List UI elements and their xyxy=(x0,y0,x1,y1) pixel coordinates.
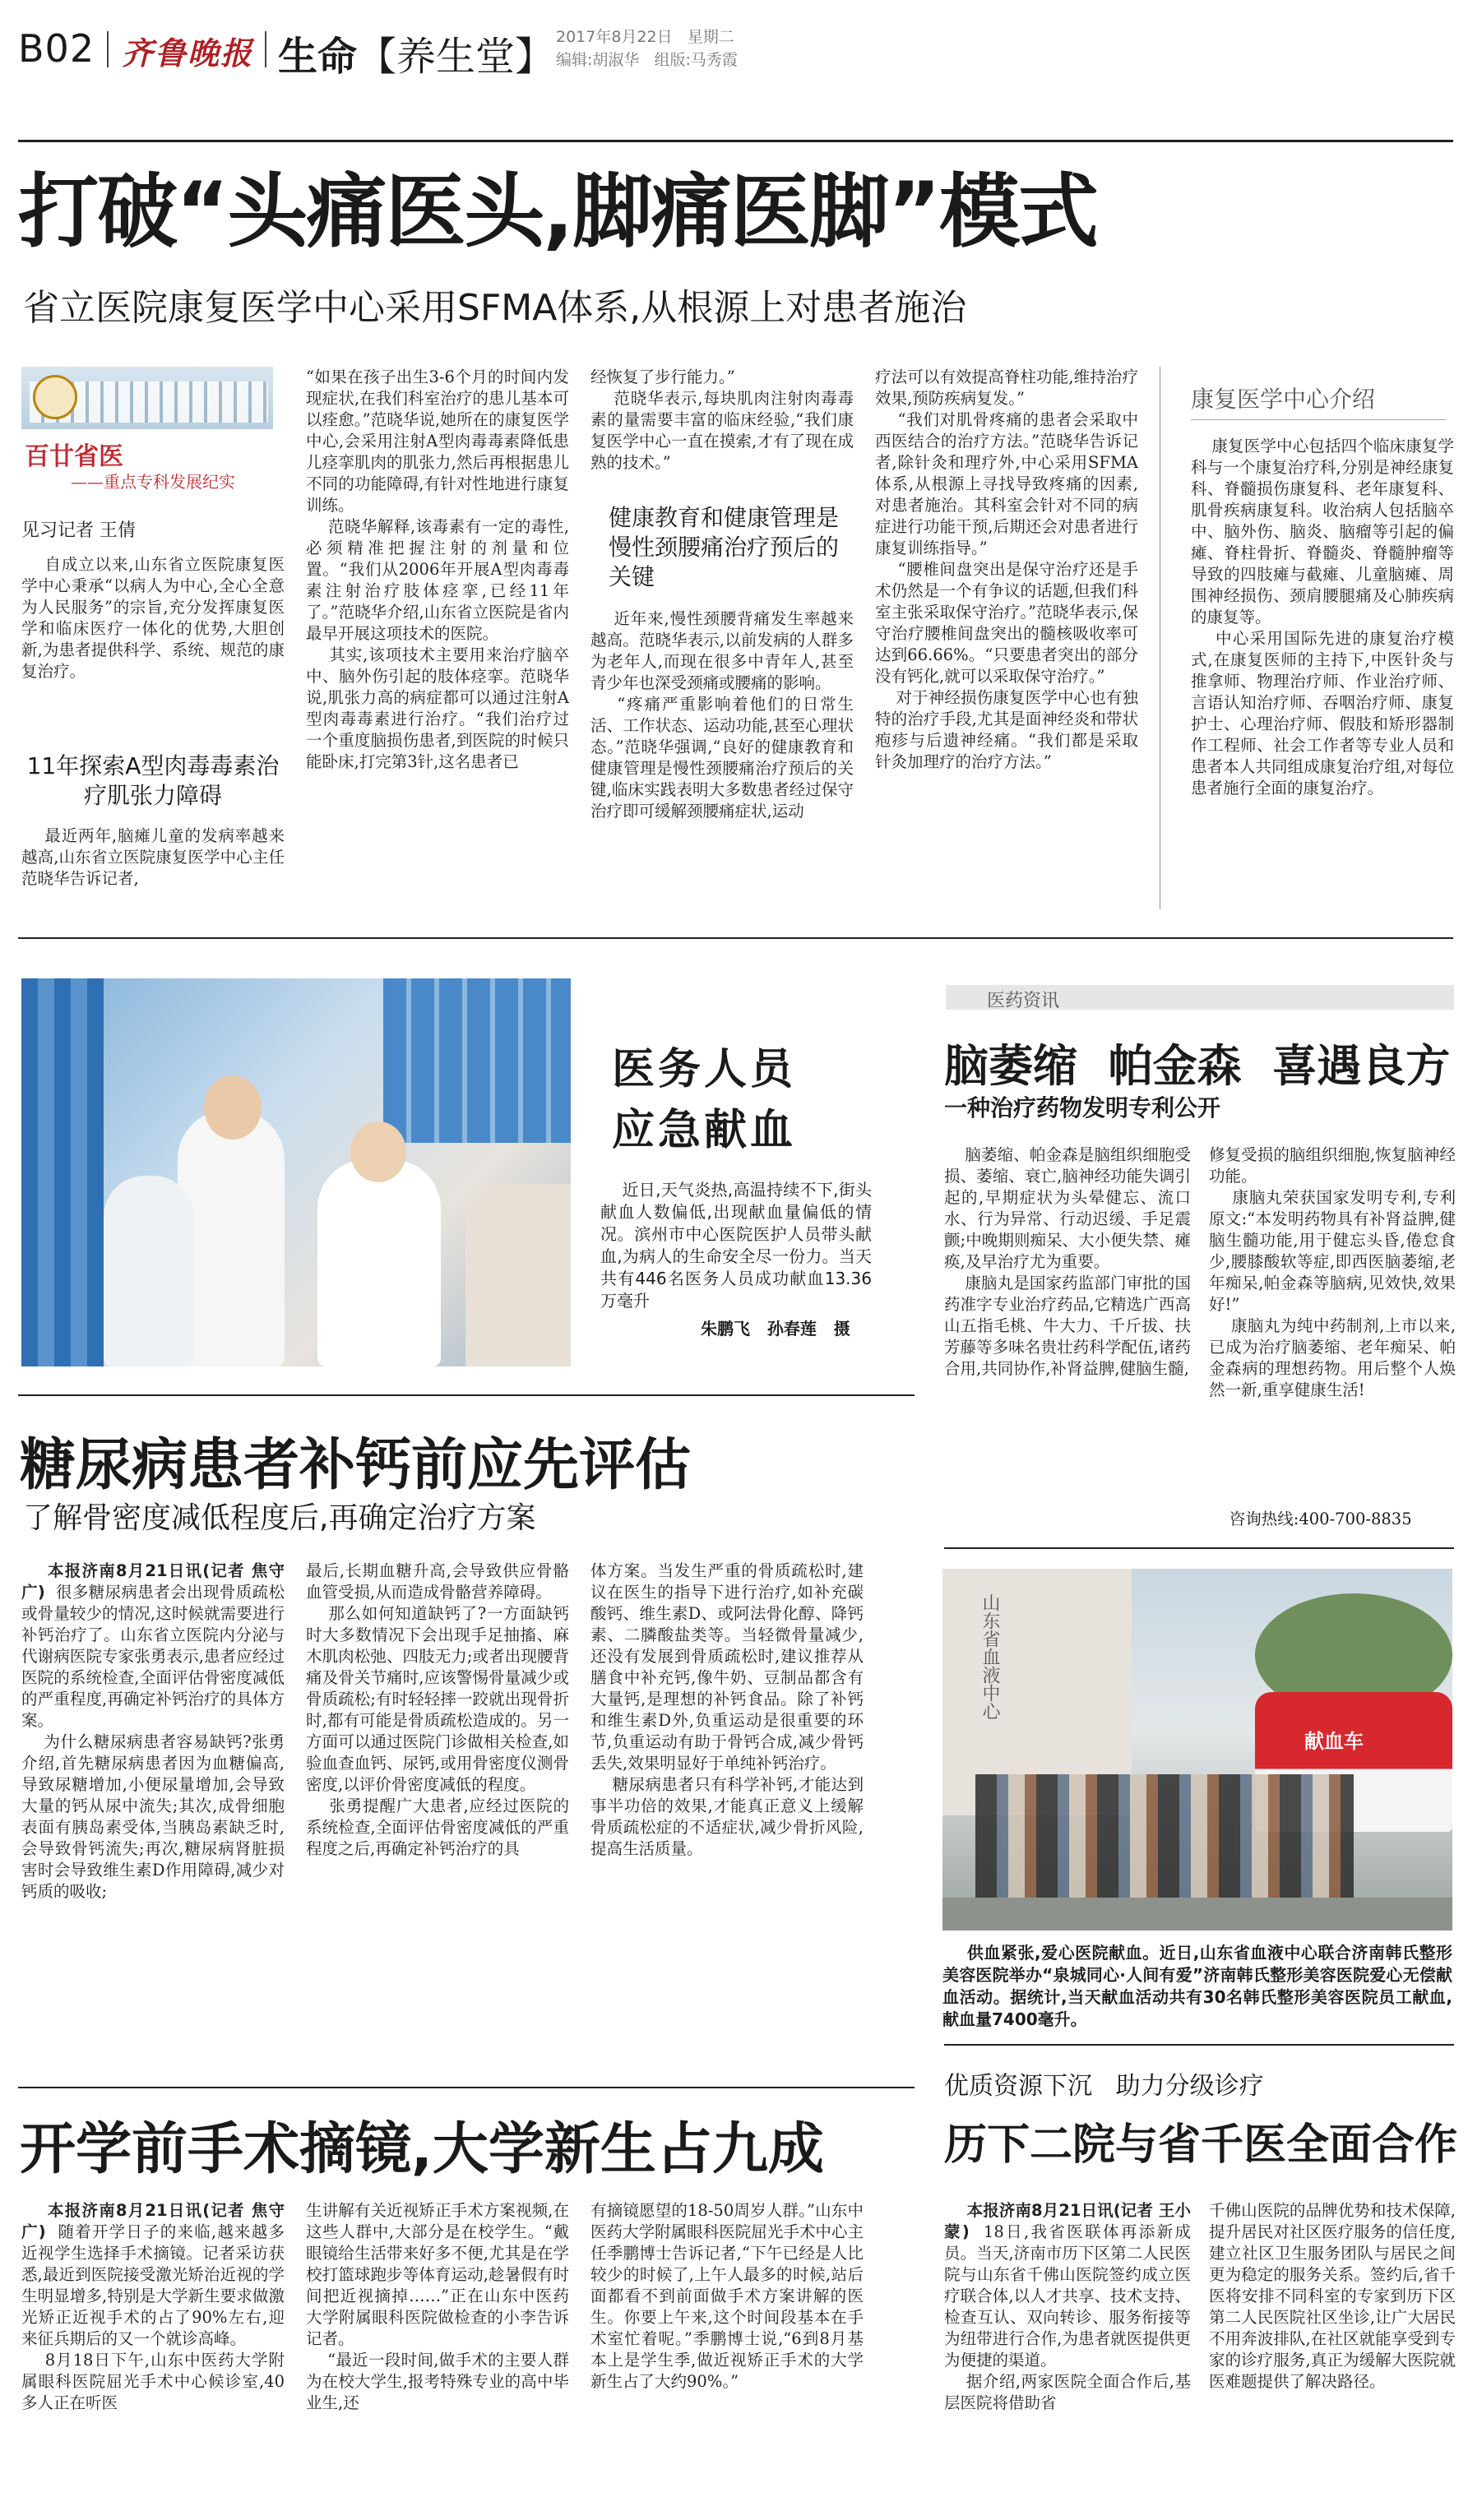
story4-headline: 糖尿病患者补钙前应先评估 xyxy=(20,1433,692,1498)
story2-caption: 近日,天气炎热,高温持续不下,街头献血人数偏低,出现献血量偏低的情况。滨州市中心医院医护人员带头献血,为病人的生命安全尽一份力。当天共有446名医务人员成功献血13.36万毫升 xyxy=(600,1180,872,1311)
nurse-figure-2 xyxy=(317,1159,441,1366)
story6-headline: 开学前手术摘镜,大学新生占九成 xyxy=(20,2117,824,2182)
badge-image xyxy=(21,367,273,429)
story1-subtitle-2: 健康教育和健康管理是慢性颈腰痛治疗预后的关键 xyxy=(609,504,840,590)
seal-emblem-icon xyxy=(33,375,77,419)
sidebar-title-rule xyxy=(1191,419,1446,420)
story1-col2: “如果在孩子出生3-6个月的时间内发现症状,在我们科室治疗的患儿基本可以痊愈。”范晓华说,她所在的康复医学中心,会采用注射A型肉毒毒素降低患儿痉挛肌肉的肌张力,然后再根据患儿不同的功能障碍,有针对性地进行康复训练。 范晓华解释,该毒素有一定的毒性,必须精准把握注射的剂量和位置。“我们从2006年开展A型肉毒毒素注射治疗肢体痉挛,已经11年了。”范晓华介绍,山东省立医院是省内最早开展这项技术的医院。 其实,该项技术主要用来治疗脑卒中、脑外伤引起的肢体痉挛。范晓华说,肌张力高的病症都可以通过注射A型肉毒毒素进行治疗。“我们治疗过一个重度脑损伤患者,到医院的时候只能卧床,打完第3针,这名患者已 xyxy=(306,368,569,771)
story4-col1-text: 很多糖尿病患者会出现骨质疏松或骨量较少的情况,这时候就需要进行补钙治疗了。山东省立医院内分泌与代谢病医院专家张勇表示,患者应经过医院的系统检查,全面评估骨密度减低的严重程度,再确定补钙治疗的具体方案。 为什么糖尿病患者容易缺钙?张勇介绍,首先糖尿病患者因为血糖偏高,导致尿糖增加,小便尿量增加,会导致大量的钙从尿中流失;其次,成骨细胞表面有胰岛素受体,当胰岛素缺乏时,会导致骨钙流失;再次,糖尿病肾脏损害时会导致维生素D作用障碍,减少对钙质的吸收; xyxy=(21,1583,285,1901)
story1-col3a: 经恢复了步行能力。” 范晓华表示,每块肌肉注射肉毒毒素的量需要丰富的临床经验,“我们康复医学中心一直在摸索,才有了现在成熟的技术。” xyxy=(590,368,854,472)
story2-headline-line2: 应急献血 xyxy=(612,1106,797,1155)
story2-credit: 朱鹏飞 孙春莲 摄 xyxy=(701,1319,850,1339)
story3-headline: 脑萎缩 帕金森 喜遇良方 xyxy=(944,1040,1451,1092)
ground-shape xyxy=(942,1898,1452,1930)
story4-subhead: 了解骨密度减低程度后,再确定治疗方案 xyxy=(23,1501,536,1535)
issue-weekday: 星期二 xyxy=(687,28,734,46)
story7-headline: 历下二院与省千医全面合作 xyxy=(944,2120,1458,2170)
nurse-head-2 xyxy=(350,1121,406,1182)
section-label: 生命 xyxy=(278,34,358,80)
story3-subhead: 一种治疗药物发明专利公开 xyxy=(944,1094,1221,1121)
donor-figure xyxy=(465,1184,571,1366)
story6-col2: 生讲解有关近视矫正手术方案视频,在这些人群中,大部分是在校学生。“戴眼镜给生活带来好多不便,尤其是在学校打篮球跑步等体育运动,趁暑假有时间把近视摘掉……”正在山东中医药大学附属眼科医院做检查的小李告诉记者。 “最近一段时间,做手术的主要人群为在校大学生,报考特殊专业的高中毕业生,还 xyxy=(306,2201,569,2412)
story6-col1 xyxy=(21,2200,285,2511)
issue-date: 2017年8月22日 xyxy=(556,28,673,46)
layout-editor: 组版:马秀霞 xyxy=(654,51,738,69)
badge-subtitle: ——重点专科发展纪实 xyxy=(71,472,235,492)
page-number: B02 xyxy=(18,26,95,71)
section-rule-3b xyxy=(944,2044,1454,2046)
nurse-figure-3 xyxy=(104,1176,194,1366)
section-rule-1 xyxy=(18,937,1453,939)
section-rule-3 xyxy=(18,2087,915,2088)
window-shape xyxy=(383,978,571,1143)
story7-col2: 千佛山医院的品牌优势和技术保障,提升居民对社区医疗服务的信任度,建立社区卫生服务团队与居民之间更为稳定的服务关系。签约后,省千医将安排不同科室的专家到历下区第二人民医院社区坐诊,让广大居民不用奔波排队,在社区就能享受到专家的诊疗服务,真正为缓解大医院就医难题提供了解决路径。 xyxy=(1209,2201,1456,2391)
section-name xyxy=(278,25,554,81)
story3-hotline: 咨询热线:400-700-8835 xyxy=(1209,1510,1412,1528)
blood-donation-photo xyxy=(21,978,571,1366)
story6-dateline: 本报济南8月21日讯(记者 焦守广) xyxy=(21,2201,285,2241)
story1-col4: 疗法可以有效提高脊柱功能,维持治疗效果,预防疾病复发。” “我们对肌骨疼痛的患者会采取中西医结合的治疗方法。”范晓华告诉记者,除针灸和理疗外,中心采用SFMA体系,从根源上寻找导致疼痛的因素,对患者施治。其科室会针对不同的病症进行功能干预,后期还会对患者进行康复训练指导。” “腰椎间盘突出是保守治疗还是手术仍然是一个有争议的话题,但我们科室主张采取保守治疗。”范晓华表示,保守治疗腰椎间盘突出的髓核吸收率可达到66.66%。“只要患者突出的部分没有钙化,就可以采取保守治疗。” 对于神经损伤康复医学中心也有独特的治疗手段,尤其是面神经炎和带状疱疹与后遗神经痛。“我们都是采取针灸加理疗的治疗方法。” xyxy=(875,368,1138,771)
story4-dateline: 本报济南8月21日讯(记者 焦守广) xyxy=(21,1561,285,1602)
blood-bus-photo xyxy=(942,1569,1452,1930)
story6-col1-text: 随着开学日子的来临,越来越多近视学生选择手术摘镜。记者采访获悉,最近到医院接受激光矫治近视的学生明显增多,特别是大学新生要求做激光矫正近视手术的占了90%左右,迎来征兵期后的又一个就诊高峰。 8月18日下午,山东中医药大学附属眼科医院屈光手术中心候诊室,40多人正在听医 xyxy=(21,2222,285,2412)
column-label: 【养生堂】 xyxy=(357,34,555,80)
story1-col1b: 最近两年,脑瘫儿童的发病率越来越高,山东省立医院康复医学中心主任范晓华告诉记者, xyxy=(21,826,285,888)
section-rule-2b xyxy=(944,1547,1454,1549)
story7-dateline: 本报济南8月21日讯(记者 王小蒙) xyxy=(944,2201,1191,2241)
story1-col3b: 近年来,慢性颈腰背痛发生率越来越高。范晓华表示,以前发病的人群多为老年人,而现在很多中青年人,甚至青少年也深受颈痛或腰痛的影响。 “疼痛严重影响着他们的日常生活、工作状态、运动功能,甚至心理状态。”范晓华强调,“良好的健康教育和健康管理是慢性颈腰痛治疗预后的关键,临床实践表明大多数患者经过保守治疗即可缓解颈腰痛症状,运动 xyxy=(590,609,854,821)
building-sign: 山东省血液中心 xyxy=(979,1593,1000,1720)
story4-col3: 体方案。当发生严重的骨质疏松时,建议在医生的指导下进行治疗,如补充碳酸钙、维生素D、或阿法骨化醇、降钙素、二膦酸盐类等。当轻微骨量减少,还没有发展到骨质疏松时,建议推荐从膳食中补充钙,像牛奶、豆制品都含有大量钙,是理想的补钙食品。除了补钙和维生素D外,负重运动是很重要的环节,负重运动有助于骨钙合成,减少骨钙丢失,效果明显好于单纯补钙治疗。 糖尿病患者只有科学补钙,才能达到事半功倍的效果,才能真正意义上缓解骨质疏松症的不适症状,减少骨折风险,提高生活质量。 xyxy=(590,1561,864,1858)
story1-headline: 打破“头痛医头,脚痛医脚”模式 xyxy=(18,165,1098,259)
section-rule-2 xyxy=(18,1394,915,1396)
story1-subhead: 省立医院康复医学中心采用SFMA体系,从根源上对患者施治 xyxy=(23,287,967,329)
story1-subtitle-1: 11年探索A型肉毒毒素治疗肌张力障碍 xyxy=(26,752,280,809)
story3-col1: 脑萎缩、帕金森是脑组织细胞受损、萎缩、衰亡,脑神经功能失调引起的,早期症状为头晕健忘、流口水、行为异常、行动迟缓、手足震颤;中晚期则痴呆、大小便失禁、瘫痪,及早治疗尤为重要。 康脑丸是国家药监部门审批的国药准字专业治疗药品,它精选广西高山五指毛桃、牛大力、千斤拔、扶芳藤等多味名贵壮药科学配伍,诸药合用,共同协作,补肾益脾,健脑生髓, xyxy=(944,1145,1191,1378)
story4-col1 xyxy=(21,1561,285,2083)
story1-col1: 自成立以来,山东省立医院康复医学中心秉承“以病人为中心,全心全意为人民服务”的宗旨,充分发挥康复医学和临床医疗一体化的优势,大胆创新,为患者提供科学、系统、规范的康复治疗。 xyxy=(21,555,285,681)
masthead-divider xyxy=(107,31,109,67)
sidebar-text: 康复医学中心包括四个临床康复学科与一个康复治疗科,分别是神经康复科、脊髓损伤康复科、老年康复科、肌骨疾病康复科。收治病人包括脑卒中、脑外伤、脑炎、脑瘤等引起的偏瘫、脊柱骨折、脊髓炎、脊髓肿瘤等导致的四肢瘫与截瘫、儿童脑瘫、周围神经损伤、颈肩腰腿痛及心肺疾病的康复等。 中心采用国际先进的康复治疗模式,在康复医师的主持下,中医针灸与推拿师、物理治疗师、作业治疗师、言语认知治疗师、吞咽治疗师、康复护士、心理治疗师、假肢和矫形器制作工程师、社会工作者等专业人员和患者本人共同组成康复治疗组,对每位患者施行全面的康复治疗。 xyxy=(1191,437,1454,798)
editor: 编辑:胡淑华 xyxy=(556,51,640,69)
story3-col2: 修复受损的脑组织细胞,恢复脑神经功能。 康脑丸荣获国家发明专利,专利原文:“本发明药物具有补肾益脾,健脑生髓功能,用于健忘头昏,倦怠食少,腰膝酸软等症,即西医脑萎缩,老年痴呆,帕金森等脑病,见效快,效果好!” 康脑丸为纯中药制剂,上市以来,已成为治疗脑萎缩、老年痴呆、帕金森病的理想药物。用后整个人焕然一新,重享健康生活! xyxy=(1209,1145,1456,1399)
byline: 见习记者 王倩 xyxy=(21,520,136,541)
story7-col1-text: 18日,我省医联体再添新成员。当天,济南市历下区第二人民医院与山东省千佛山医院签约成立医疗联合体,以人才共享、技术支持、检查互认、双向转诊、服务衔接等为纽带进行合作,为患者就医提供更为便捷的渠道。 据介绍,两家医院全面合作后,基层医院将借助省 xyxy=(944,2222,1191,2412)
story3-kicker: 医药资讯 xyxy=(987,991,1060,1011)
story2-headline-line1: 医务人员 xyxy=(612,1045,797,1094)
story6-col3: 有摘镜愿望的18-50周岁人群。”山东中医药大学附属眼科医院屈光手术中心主任季鹏博士告诉记者,“下午已经是人比较少的时候了,上午人最多的时候,站后面都看不到前面做手术方案讲解的医生。你要上午来,这个时间段基本在手术室忙着呢。”季鹏博士说,“6到8月基本上是学生季,做近视矫正手术的大学新生占了大约90%。” xyxy=(590,2201,864,2391)
badge-title: 百廿省医 xyxy=(25,442,123,471)
curtain-shape xyxy=(21,978,104,1366)
masthead-rule xyxy=(18,140,1453,142)
date-line xyxy=(556,25,734,47)
story4-col2: 最后,长期血糖升高,会导致供应骨骼血管受损,从而造成骨骼营养障碍。 那么如何知道缺钙了?一方面缺钙时大多数情况下会出现手足抽搐、麻木肌肉松弛、四肢无力;或者出现腰背痛及骨关节痛时,应该警惕骨量减少或骨质疏松;有时轻轻摔一跤就出现骨折时,都有可能是骨质疏松造成的。另一方面可以通过医院门诊做相关检查,如验血查血钙、尿钙,或用骨密度仪测骨密度,以评价骨密度减低的程度。 张勇提醒广大患者,应经过医院的系统检查,全面评估骨密度减低的严重程度之后,再确定补钙治疗的具 xyxy=(306,1561,569,1858)
masthead-divider-2 xyxy=(265,31,266,67)
sidebar-title: 康复医学中心介绍 xyxy=(1191,386,1376,413)
nurse-head-1 xyxy=(204,1075,262,1140)
paper-logo: 齐鲁晚报 xyxy=(122,35,254,72)
story7-col1 xyxy=(944,2200,1191,2511)
bus-label: 献血车 xyxy=(1304,1730,1364,1753)
story5-caption: 供血紧张,爱心医院献血。近日,山东省血液中心联合济南韩氏整形美容医院举办“泉城同心·人间有爱”济南韩氏整形美容医院爱心无偿献血活动。据统计,当天献血活动共有30名韩氏整形美容医院员工献血,献血量7400毫升。 xyxy=(942,1943,1452,2029)
editor-line xyxy=(556,48,738,70)
story7-kicker: 优质资源下沉 助力分级诊疗 xyxy=(944,2072,1264,2101)
